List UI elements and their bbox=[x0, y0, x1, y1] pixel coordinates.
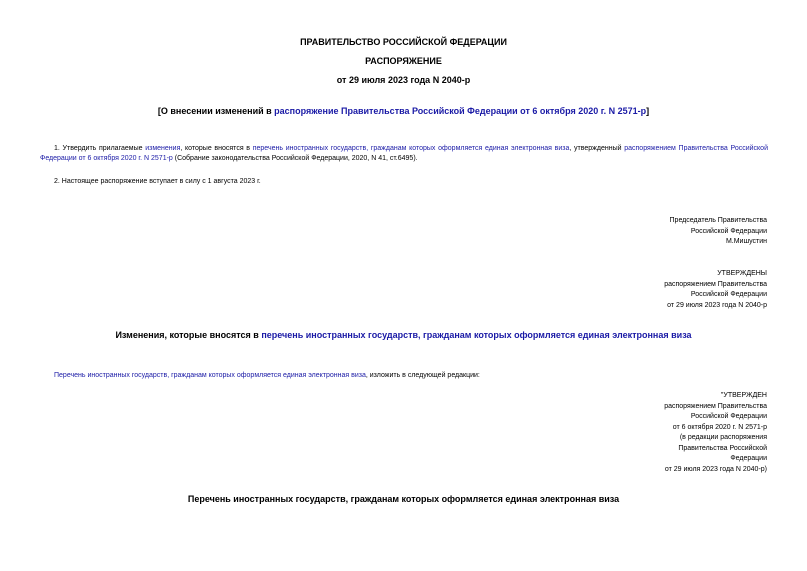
approved-line-1: УТВЕРЖДЕНЫ bbox=[717, 270, 767, 277]
changes-heading-link[interactable]: перечень иностранных государств, гражданам которых оформляется единая электронная виза bbox=[261, 330, 692, 340]
approved-line-4: от 29 июля 2023 года N 2040-р bbox=[667, 301, 767, 309]
paragraph-1 bbox=[40, 144, 768, 164]
approved2-line-5: (в редакции распоряжения bbox=[679, 434, 767, 441]
approved2-line-6: Правительства Российской bbox=[678, 444, 767, 452]
approved-block-2 bbox=[664, 391, 767, 475]
changes-heading-text: Изменения, которые вносятся в bbox=[115, 330, 262, 340]
p1-text-2: , которые вносятся в bbox=[180, 145, 253, 152]
changes-link[interactable]: изменения bbox=[145, 145, 181, 152]
paragraph-2: 2. Настоящее распоряжение вступает в силу с 1 августа 2023 г. bbox=[54, 178, 261, 185]
approved-line-2: распоряжением Правительства bbox=[664, 280, 767, 288]
document-date-number: от 29 июля 2023 года N 2040-р bbox=[336, 75, 471, 85]
p1-text-3: , утвержденный bbox=[569, 145, 625, 152]
approved2-line-7: Федерации bbox=[730, 455, 767, 462]
approved2-line-3: Российской Федерации bbox=[690, 413, 767, 420]
instruction-text: , изложить в следующей редакции: bbox=[365, 372, 480, 379]
signature-block bbox=[670, 216, 767, 248]
title-link[interactable]: распоряжение Правительства Российской Федерации от 6 октября 2020 г. N 2571-р bbox=[274, 106, 647, 116]
title-open: [О внесении изменений в bbox=[157, 106, 275, 116]
instruction-link[interactable]: Перечень иностранных государств, гражданам которых оформляется единая электронная виза bbox=[54, 372, 366, 379]
approved2-line-1: "УТВЕРЖДЕН bbox=[720, 392, 767, 399]
signature-line-1: Председатель Правительства bbox=[669, 217, 767, 224]
approved2-line-2: распоряжением Правительства bbox=[664, 402, 767, 410]
authority-heading: ПРАВИТЕЛЬСТВО РОССИЙСКОЙ ФЕДЕРАЦИИ bbox=[300, 37, 507, 47]
list-heading: Перечень иностранных государств, гражданам которых оформляется единая электронная виза bbox=[187, 494, 620, 504]
title-close: ] bbox=[646, 106, 650, 116]
list-link[interactable]: перечень иностранных государств, гражданам которых оформляется единая электронная виза bbox=[252, 145, 570, 152]
order-link-a[interactable]: распоряжением Правительства bbox=[624, 145, 728, 152]
approved2-line-8: от 29 июля 2023 года N 2040-р) bbox=[664, 465, 767, 473]
document-type: РАСПОРЯЖЕНИЕ bbox=[365, 56, 442, 66]
document-title bbox=[0, 106, 807, 116]
changes-heading bbox=[0, 330, 807, 340]
signature-line-2: Российской Федерации bbox=[690, 227, 767, 235]
approved-line-3: Российской Федерации bbox=[690, 291, 767, 298]
p1-text-1: 1. Утвердить прилагаемые bbox=[54, 145, 146, 152]
approved2-line-4: от 6 октября 2020 г. N 2571-р bbox=[672, 423, 767, 431]
signature-line-3: М.Мишустин bbox=[725, 238, 767, 245]
order-link-b[interactable]: Российской Федерации от 6 октября 2020 г. N 2571-р bbox=[40, 145, 768, 162]
approved-block bbox=[664, 269, 767, 311]
instruction-paragraph bbox=[54, 371, 480, 381]
p1-text-4: (Собрание законодательства Российской Федерации, 2020, N 41, ст.6495). bbox=[172, 155, 418, 162]
